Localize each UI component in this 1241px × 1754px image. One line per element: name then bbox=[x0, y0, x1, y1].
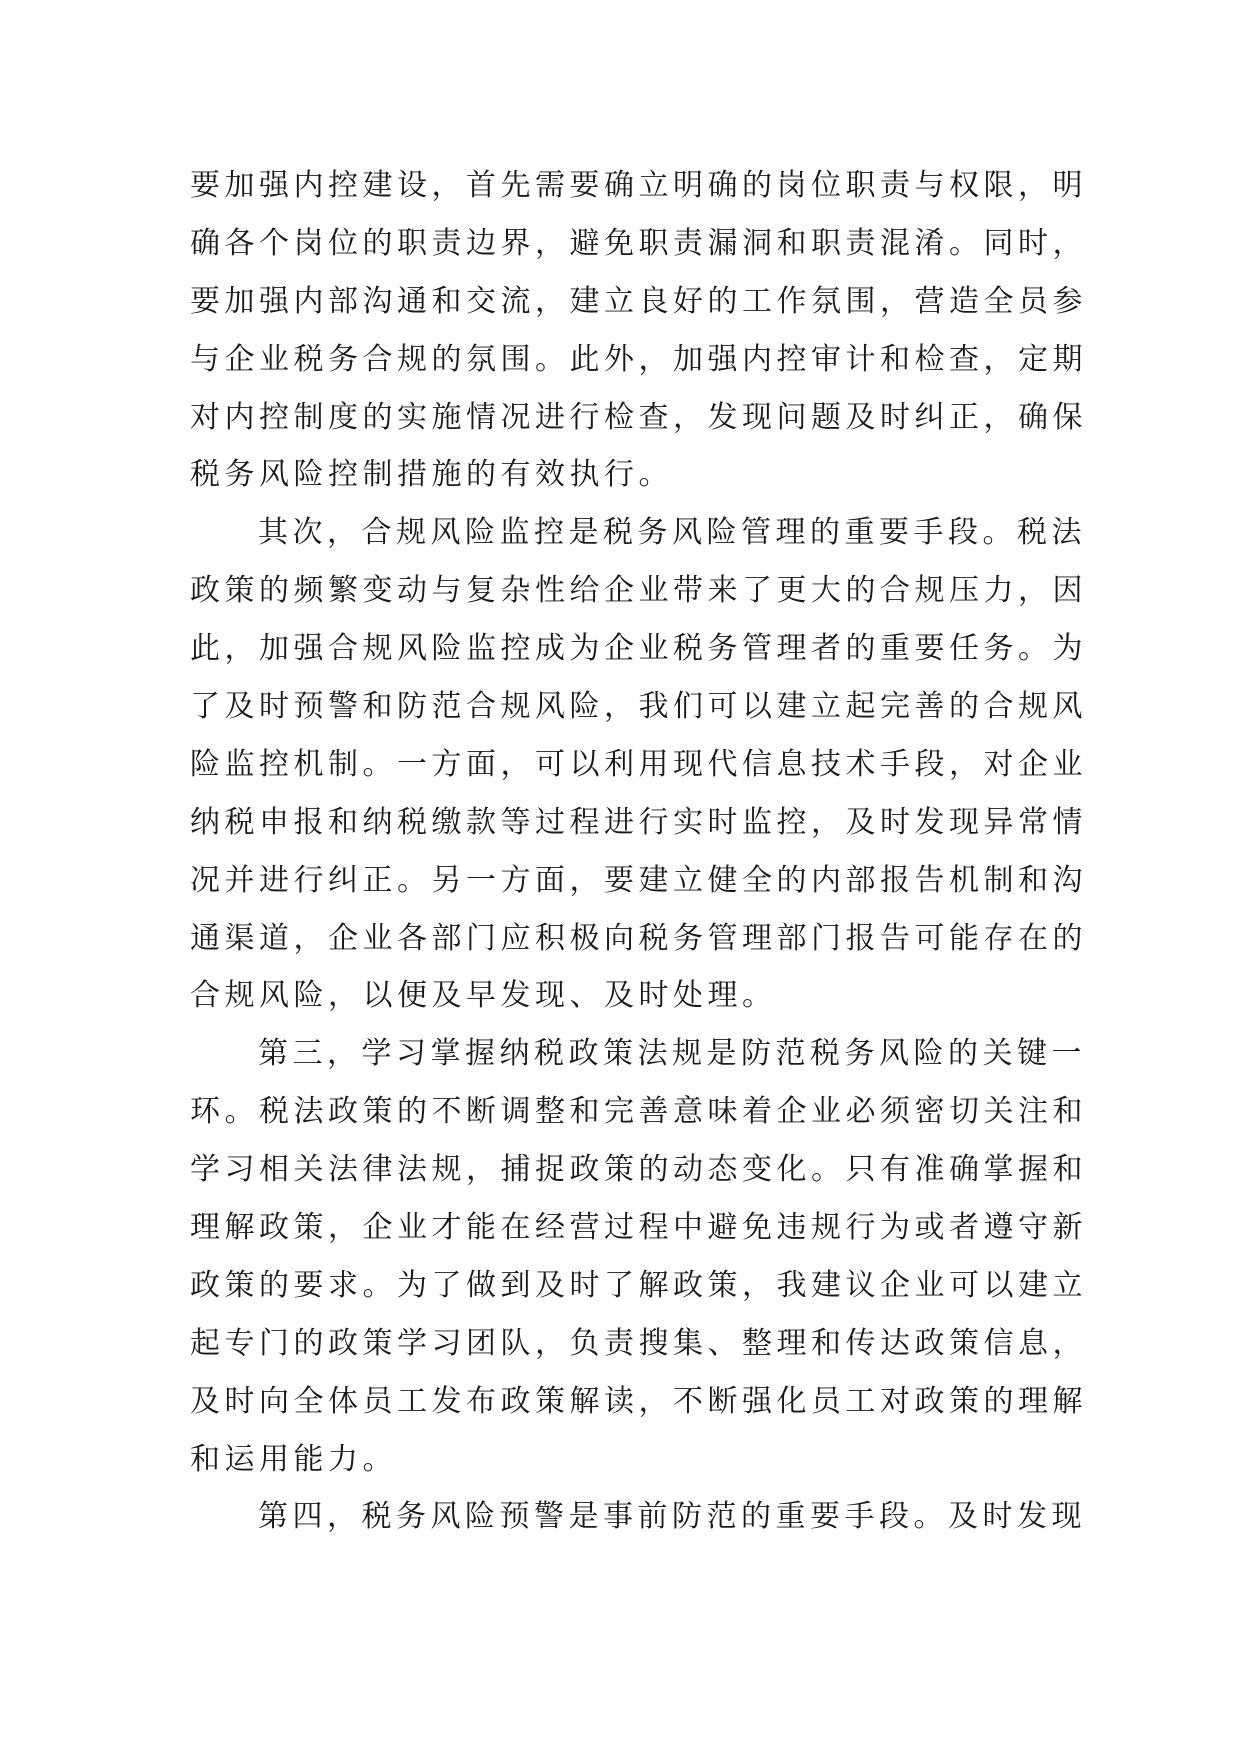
text-line: 及时向全体员工发布政策解读，不断强化员工对政策的理解 bbox=[190, 1383, 1087, 1419]
paragraph-first-line: 第三，学习掌握纳税政策法规是防范税务风险的关键一 bbox=[258, 1036, 1086, 1072]
text-line: 与企业税务合规的氛围。此外，加强内控审计和检查，定期 bbox=[190, 341, 1087, 377]
text-line: 确各个岗位的职责边界，避免职责漏洞和职责混淆。同时， bbox=[190, 225, 1087, 261]
text-line: 要加强内部沟通和交流，建立良好的工作氛围，营造全员参 bbox=[190, 283, 1087, 319]
paragraph-first-line: 其次，合规风险监控是税务风险管理的重要手段。税法 bbox=[258, 515, 1086, 551]
text-line: 合规风险，以便及早发现、及时处理。 bbox=[190, 978, 777, 1014]
text-line: 起专门的政策学习团队，负责搜集、整理和传达政策信息， bbox=[190, 1325, 1087, 1361]
body-text bbox=[190, 157, 1087, 1546]
text-line: 此，加强合规风险监控成为企业税务管理者的重要任务。为 bbox=[190, 631, 1087, 667]
text-line: 纳税申报和纳税缴款等过程进行实时监控，及时发现异常情 bbox=[190, 804, 1087, 840]
text-line: 政策的要求。为了做到及时了解政策，我建议企业可以建立 bbox=[190, 1267, 1087, 1303]
text-line: 要加强内控建设，首先需要确立明确的岗位职责与权限，明 bbox=[190, 168, 1087, 203]
text-line: 对内控制度的实施情况进行检查，发现问题及时纠正，确保 bbox=[190, 399, 1087, 435]
text-line: 税务风险控制措施的有效执行。 bbox=[190, 457, 673, 493]
paragraph-first-line: 第四，税务风险预警是事前防范的重要手段。及时发现 bbox=[258, 1499, 1086, 1535]
text-line: 和运用能力。 bbox=[190, 1441, 397, 1477]
text-line: 了及时预警和防范合规风险，我们可以建立起完善的合规风 bbox=[190, 689, 1087, 725]
text-line: 政策的频繁变动与复杂性给企业带来了更大的合规压力，因 bbox=[190, 573, 1087, 609]
text-line: 况并进行纠正。另一方面，要建立健全的内部报告机制和沟 bbox=[190, 862, 1087, 898]
text-line: 环。税法政策的不断调整和完善意味着企业必须密切关注和 bbox=[190, 1094, 1087, 1130]
text-line: 理解政策，企业才能在经营过程中避免违规行为或者遵守新 bbox=[190, 1210, 1087, 1246]
text-line: 学习相关法律法规，捕捉政策的动态变化。只有准确掌握和 bbox=[190, 1152, 1087, 1188]
text-line: 通渠道，企业各部门应积极向税务管理部门报告可能存在的 bbox=[190, 920, 1087, 956]
text-line: 险监控机制。一方面，可以利用现代信息技术手段，对企业 bbox=[190, 746, 1087, 782]
